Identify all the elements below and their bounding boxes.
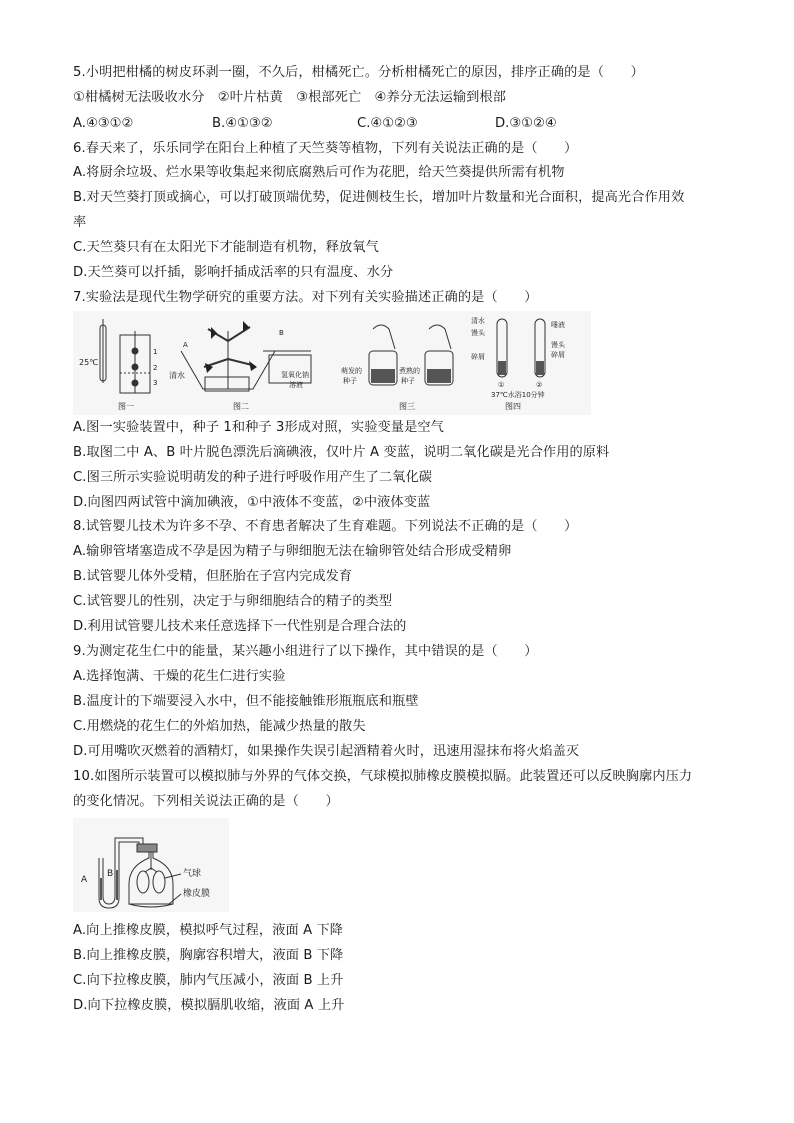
fig4-caption: 图四 (505, 402, 521, 411)
fig4-crumb: 碎屑 (471, 353, 485, 361)
q9-stem: 9.为测定花生仁中的能量，某兴趣小组进行了以下操作，其中错误的是（ ） (73, 644, 538, 659)
q7-option-d: D.向图四两试管中滴加碘液，①中液体不变蓝，②中液体变蓝 (73, 495, 431, 510)
q10-membrane-label: 橡皮膜 (183, 889, 211, 899)
fig4-crumb2: 碎屑 (551, 351, 565, 359)
fig1-caption: 图一 (118, 402, 134, 411)
fig4-water: 清水 (471, 317, 485, 325)
fig1-n1: 1 (153, 348, 158, 356)
fig4-saliva: 唾液 (551, 321, 565, 329)
fig3-cooked2: 种子 (401, 377, 415, 385)
q8-option-b: B.试管婴儿体外受精，但胚胎在子宫内完成发育 (73, 569, 353, 584)
fig3-caption: 图三 (399, 402, 415, 411)
fig4-mantou2: 馒头 (551, 341, 565, 349)
q10-option-b: B.向上推橡皮膜，胸廓容积增大，液面 B 下降 (73, 948, 344, 963)
fig2-naoh2: 溶液 (289, 381, 303, 389)
q9-option-a: A.选择饱满、干燥的花生仁进行实验 (73, 669, 286, 684)
fig1-n3: 3 (153, 379, 158, 387)
fig2-label-b: B (279, 329, 284, 337)
fig3-sprout: 萌发的 (341, 367, 362, 375)
q5-option-c: C.④①②③ (357, 116, 418, 131)
q7-figure (73, 311, 591, 415)
fig4-bath: 37℃水浴10分钟 (491, 391, 545, 399)
q7-stem: 7.实验法是现代生物学研究的重要方法。对下列有关实验描述正确的是（ ） (73, 290, 538, 305)
fig3-sprout2: 种子 (343, 377, 357, 385)
q7-option-b: B.取图二中 A、B 叶片脱色漂洗后滴碘液，仅叶片 A 变蓝，说明二氧化碳是光合作用的原料 (73, 445, 610, 460)
q5-option-a: A.④③①② (73, 116, 134, 131)
fig4-c2: ② (536, 381, 543, 389)
q10-option-c: C.向下拉橡皮膜，肺内气压减小，液面 B 上升 (73, 973, 344, 988)
q6-option-b-cont: 率 (73, 215, 87, 230)
q5-items: ①柑橘树无法吸收水分 ②叶片枯黄 ③根部死亡 ④养分无法运输到根部 (73, 90, 507, 105)
q10-option-a: A.向上推橡皮膜，模拟呼气过程，液面 A 下降 (73, 923, 344, 938)
q10-label-a: A (81, 875, 88, 885)
fig4-mantou: 馒头 (471, 329, 485, 337)
q6-option-d: D.天竺葵可以扦插，影响扦插成活率的只有温度、水分 (73, 265, 394, 280)
fig2-label-a: A (183, 341, 188, 349)
q9-option-b: B.温度计的下端要浸入水中，但不能接触锥形瓶瓶底和瓶壁 (73, 694, 419, 709)
q6-option-c: C.天竺葵只有在太阳光下才能制造有机物，释放氧气 (73, 240, 379, 255)
q8-option-a: A.输卵管堵塞造成不孕是因为精子与卵细胞无法在输卵管处结合形成受精卵 (73, 544, 512, 559)
q5-option-b: B.④①③② (212, 116, 273, 131)
q5-option-d: D.③①②④ (495, 116, 557, 131)
q6-option-b: B.对天竺葵打顶或摘心，可以打破顶端优势，促进侧枝生长，增加叶片数量和光合面积，提高光合作用效 (73, 190, 685, 205)
q8-option-d: D.利用试管婴儿技术来任意选择下一代性别是合理合法的 (73, 619, 407, 634)
fig2-water: 清水 (169, 371, 185, 380)
q10-label-b: B (107, 869, 114, 879)
q10-figure (73, 818, 229, 912)
fig1-temp: 25℃ (79, 358, 99, 367)
q9-option-d: D.可用嘴吹灭燃着的酒精灯，如果操作失误引起酒精着火时，迅速用湿抹布将火焰盖灭 (73, 744, 580, 759)
q8-stem: 8.试管婴儿技术为许多不孕、不育患者解决了生育难题。下列说法不正确的是（ ） (73, 519, 578, 534)
q10-stem-line2: 的变化情况。下列相关说法正确的是（ ） (73, 794, 339, 809)
q8-option-c: C.试管婴儿的性别，决定于与卵细胞结合的精子的类型 (73, 594, 393, 609)
q6-stem: 6.春天来了，乐乐同学在阳台上种植了天竺葵等植物，下列有关说法正确的是（ ） (73, 141, 578, 156)
fig1-n2: 2 (153, 364, 158, 372)
q7-option-c: C.图三所示实验说明萌发的种子进行呼吸作用产生了二氧化碳 (73, 470, 433, 485)
fig3-cooked: 煮熟的 (399, 367, 420, 375)
q5-stem: 5.小明把柑橘的树皮环剥一圈，不久后，柑橘死亡。分析柑橘死亡的原因，排序正确的是（ ） (73, 65, 644, 80)
q10-stem-line1: 10.如图所示装置可以模拟肺与外界的气体交换，气球模拟肺橡皮膜模拟膈。此装置还可以反映胸廓内压力 (73, 769, 693, 784)
q9-option-c: C.用燃烧的花生仁的外焰加热，能减少热量的散失 (73, 719, 366, 734)
q10-option-d: D.向下拉橡皮膜，模拟膈肌收缩，液面 A 上升 (73, 998, 345, 1013)
q6-option-a: A.将厨余垃圾、烂水果等收集起来彻底腐熟后可作为花肥，给天竺葵提供所需有机物 (73, 165, 565, 180)
fig4-c1: ① (498, 381, 505, 389)
fig2-naoh: 氢氧化钠 (281, 371, 309, 379)
q7-option-a: A.图一实验装置中，种子 1和种子 3形成对照，实验变量是空气 (73, 420, 444, 435)
q10-balloon-label: 气球 (183, 869, 202, 879)
fig2-caption: 图二 (233, 402, 249, 411)
